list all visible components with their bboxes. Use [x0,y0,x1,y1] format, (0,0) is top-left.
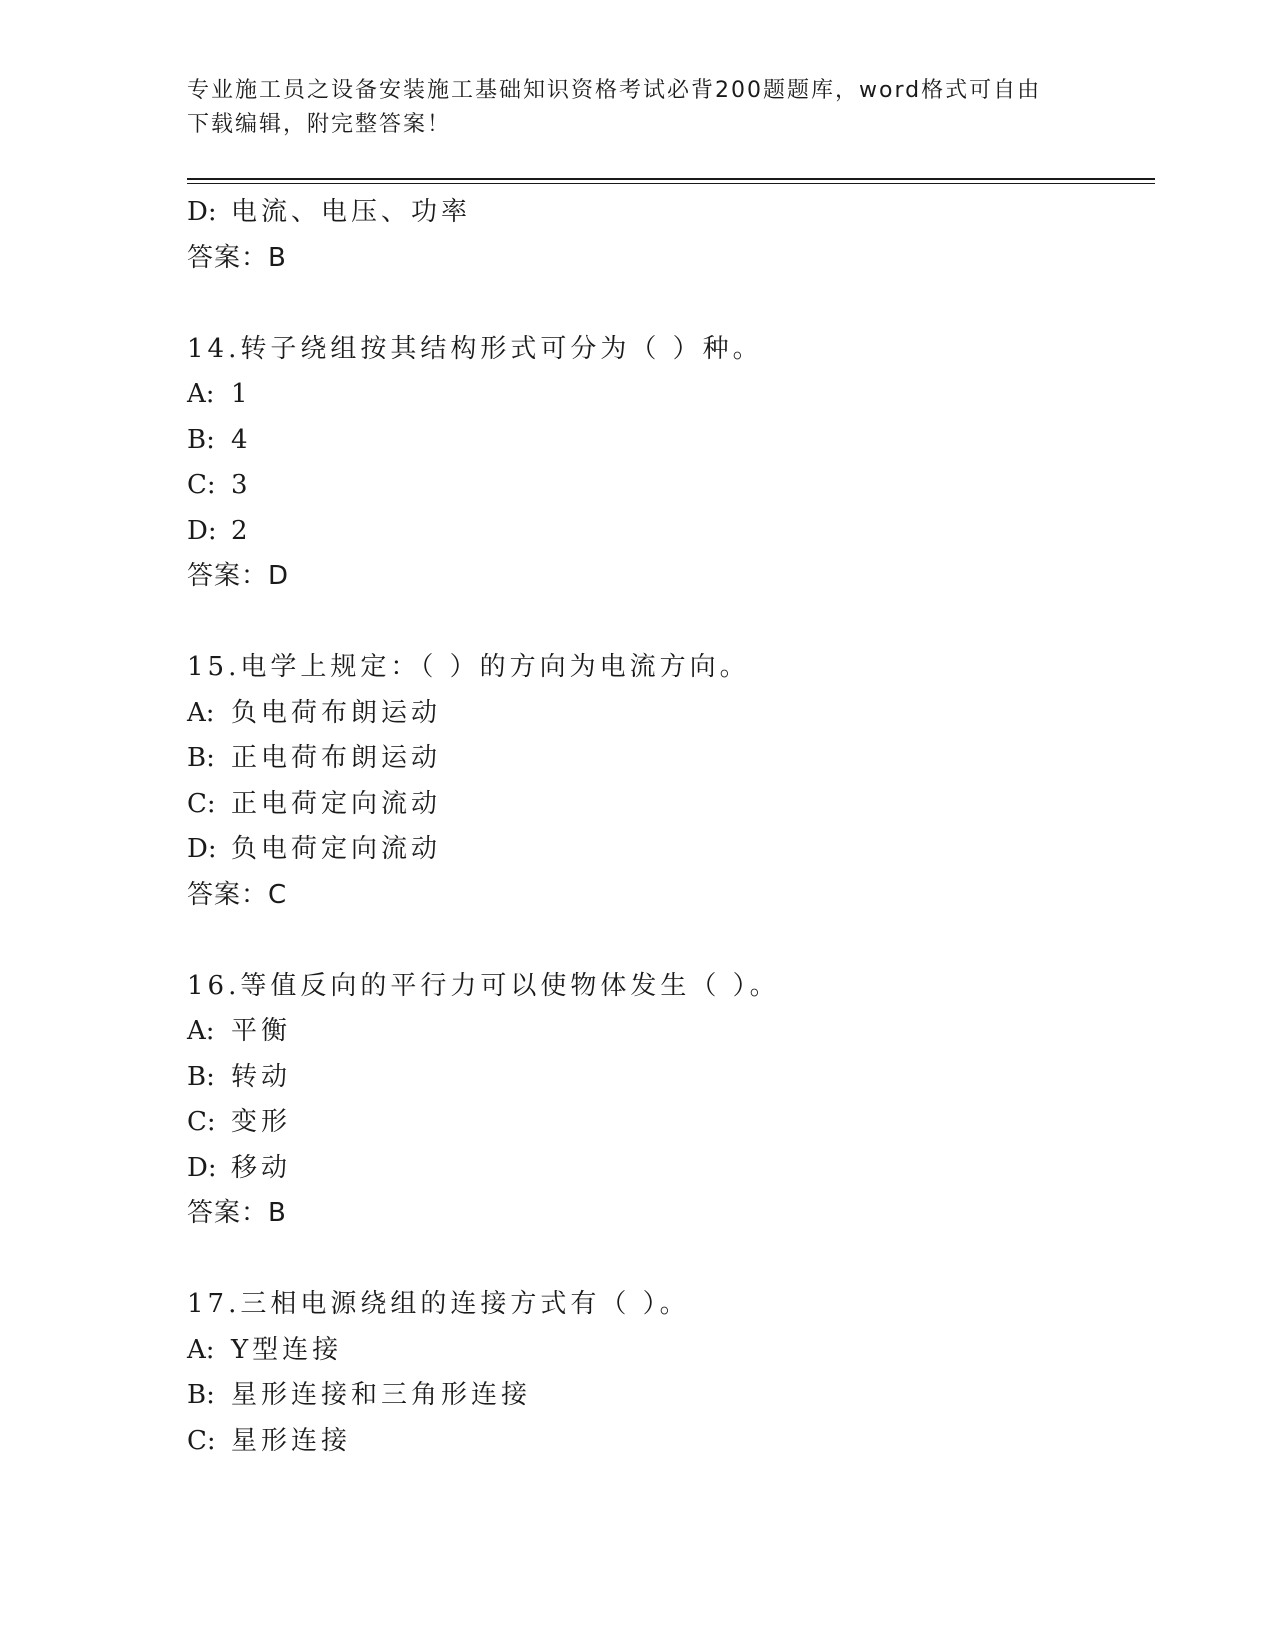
option-text: 4 [231,424,252,455]
option-text: 负电荷定向流动 [231,834,442,864]
option-c [187,1100,1155,1146]
option-b [187,1055,1155,1101]
option-text: 变形 [231,1107,292,1137]
option-prefix: A: [187,697,215,728]
answer-line: 答案：B [187,242,287,273]
option-c [187,1419,1155,1465]
option-a [187,372,1155,418]
answer-line: 答案：B [187,1198,287,1228]
question-stem: 15.电学上规定：（ ）的方向为电流方向。 [187,652,750,682]
spacer [187,281,1155,327]
option-text: 1 [231,379,252,409]
option-text: 正电荷定向流动 [231,788,442,819]
spacer [187,1237,1155,1283]
spacer [187,600,1155,646]
option-c [187,463,1155,509]
option-c [187,782,1155,828]
option-prefix: D: [187,1152,217,1183]
option-prefix: D: [187,834,217,864]
header-divider-thick [187,178,1155,180]
option-text: Y型连接 [231,1334,343,1365]
option-d [187,509,1155,555]
option-text: 星形连接和三角形连接 [231,1380,532,1410]
option-b [187,736,1155,782]
option-prefix: B: [187,1061,215,1092]
option-prefix: C: [187,1425,216,1456]
option-prefix: B: [187,1380,215,1410]
question-stem: 14.转子绕组按其结构形式可分为（ ）种。 [187,333,763,364]
option-prefix: D: [187,515,217,546]
answer-line: 答案：D [187,561,290,591]
document-header [187,74,1087,142]
option-prefix: C: [187,1107,216,1137]
option-d [187,827,1155,873]
option-text: 电流、电压、功率 [231,197,472,227]
option-prefix: C: [187,470,216,500]
option-prefix: D: [187,197,217,227]
option-a [187,1328,1155,1374]
option-text: 3 [231,470,252,500]
option-text: 转动 [231,1061,292,1092]
header-divider-thin [187,183,1155,184]
option-text: 正电荷布朗运动 [231,743,442,773]
option-b [187,1373,1155,1419]
question-stem: 16.等值反向的平行力可以使物体发生（ ）。 [187,970,780,1001]
option-prefix: C: [187,788,216,819]
question-list [187,190,1155,1464]
option-text: 星形连接 [231,1425,352,1456]
answer-line: 答案：C [187,879,288,910]
option-text: 2 [231,515,252,546]
option-text: 平衡 [231,1016,292,1046]
header-line-1: 专业施工员之设备安装施工基础知识资格考试必背200题题库，word格式可自由 [187,78,1042,103]
option-d [187,1146,1155,1192]
header-line-2: 下载编辑，附完整答案！ [187,112,452,137]
option-text: 移动 [231,1152,292,1183]
question-stem: 17.三相电源绕组的连接方式有（ ）。 [187,1289,690,1319]
option-d [187,190,1155,236]
option-prefix: A: [187,1334,215,1365]
option-prefix: A: [187,1016,215,1046]
option-a [187,1009,1155,1055]
option-prefix: B: [187,424,215,455]
option-prefix: B: [187,743,215,773]
option-text: 负电荷布朗运动 [231,697,442,728]
option-prefix: A: [187,379,215,409]
option-b [187,418,1155,464]
option-a [187,691,1155,737]
spacer [187,918,1155,964]
